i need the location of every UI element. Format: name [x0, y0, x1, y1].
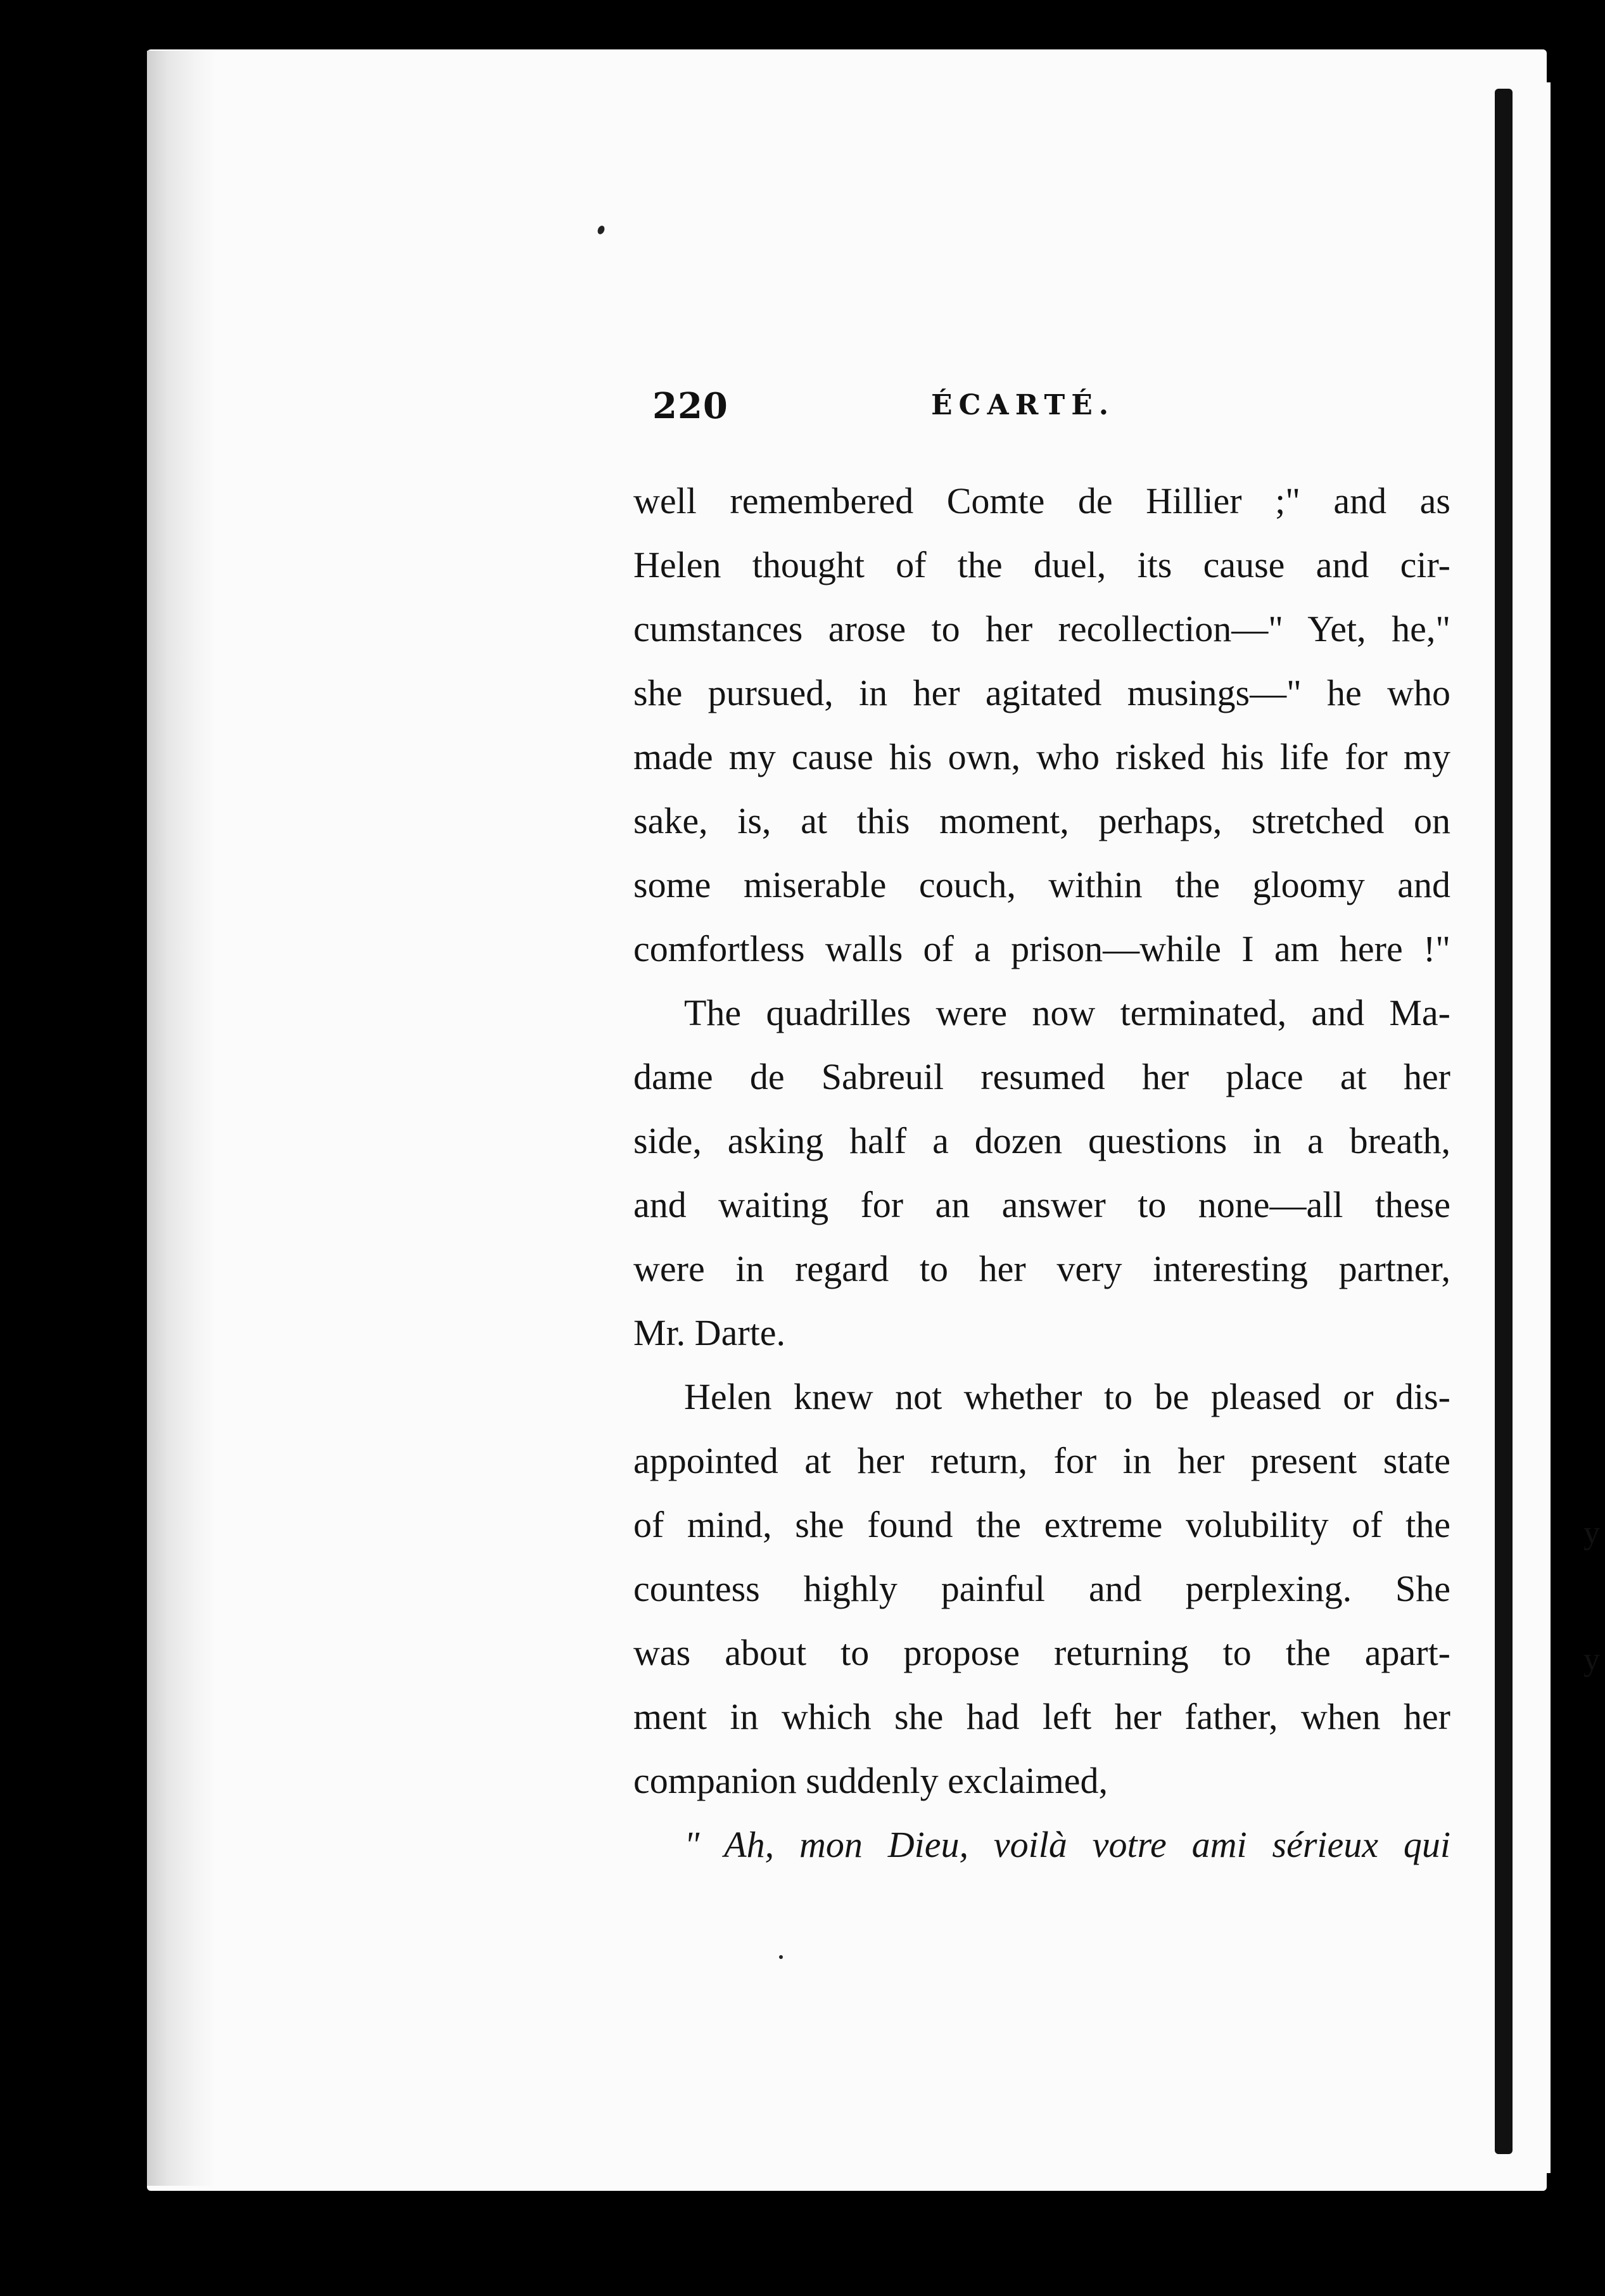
- text-line: companion suddenly exclaimed,: [633, 1760, 1108, 1801]
- text-line: of mind, she found the extreme volubility of the: [633, 1504, 1450, 1545]
- text-line: made my cause his own, who risked his life for my: [633, 736, 1450, 777]
- text-line: Mr. Darte.: [633, 1312, 785, 1353]
- text-line: were in regard to her very interesting partner,: [633, 1248, 1450, 1289]
- running-head: ÉCARTÉ.: [931, 389, 1115, 421]
- text-line: Helen thought of the duel, its cause and cir-: [633, 544, 1450, 585]
- facing-page-fragment: y: [1583, 1515, 1600, 1551]
- page-edge-right: [1495, 89, 1513, 2154]
- text-line: was about to propose returning to the apart-: [633, 1632, 1450, 1673]
- page-gutter-shadow: [147, 51, 217, 2186]
- text-line: well remembered Comte de Hillier ;" and as: [633, 480, 1450, 521]
- text-line: " Ah, mon Dieu, voilà votre ami sérieux qui: [684, 1824, 1450, 1865]
- text-line: dame de Sabreuil resumed her place at her: [633, 1056, 1450, 1097]
- text-line: and waiting for an answer to none—all these: [633, 1184, 1450, 1225]
- text-line: ment in which she had left her father, when her: [633, 1696, 1450, 1737]
- page-header: [652, 380, 1134, 443]
- facing-page-strip: [1513, 82, 1551, 2173]
- text-line: sake, is, at this moment, perhaps, stretched on: [633, 800, 1450, 841]
- text-line: Helen knew not whether to be pleased or dis-: [684, 1376, 1450, 1417]
- text-line: comfortless walls of a prison—while I am here !": [633, 928, 1450, 969]
- text-line: some miserable couch, within the gloomy and: [633, 864, 1450, 905]
- text-line: countess highly painful and perplexing. She: [633, 1568, 1450, 1609]
- page-number: 220: [652, 385, 728, 427]
- text-line: she pursued, in her agitated musings—" he who: [633, 672, 1450, 713]
- text-line: The quadrilles were now terminated, and Ma-: [684, 992, 1450, 1033]
- body-text: [633, 469, 1450, 1877]
- text-line: side, asking half a dozen questions in a breath,: [633, 1120, 1450, 1161]
- text-line: appointed at her return, for in her present state: [633, 1440, 1450, 1481]
- facing-page-fragment: y: [1583, 1642, 1600, 1678]
- text-line: cumstances arose to her recollection—" Yet, he,": [633, 608, 1450, 649]
